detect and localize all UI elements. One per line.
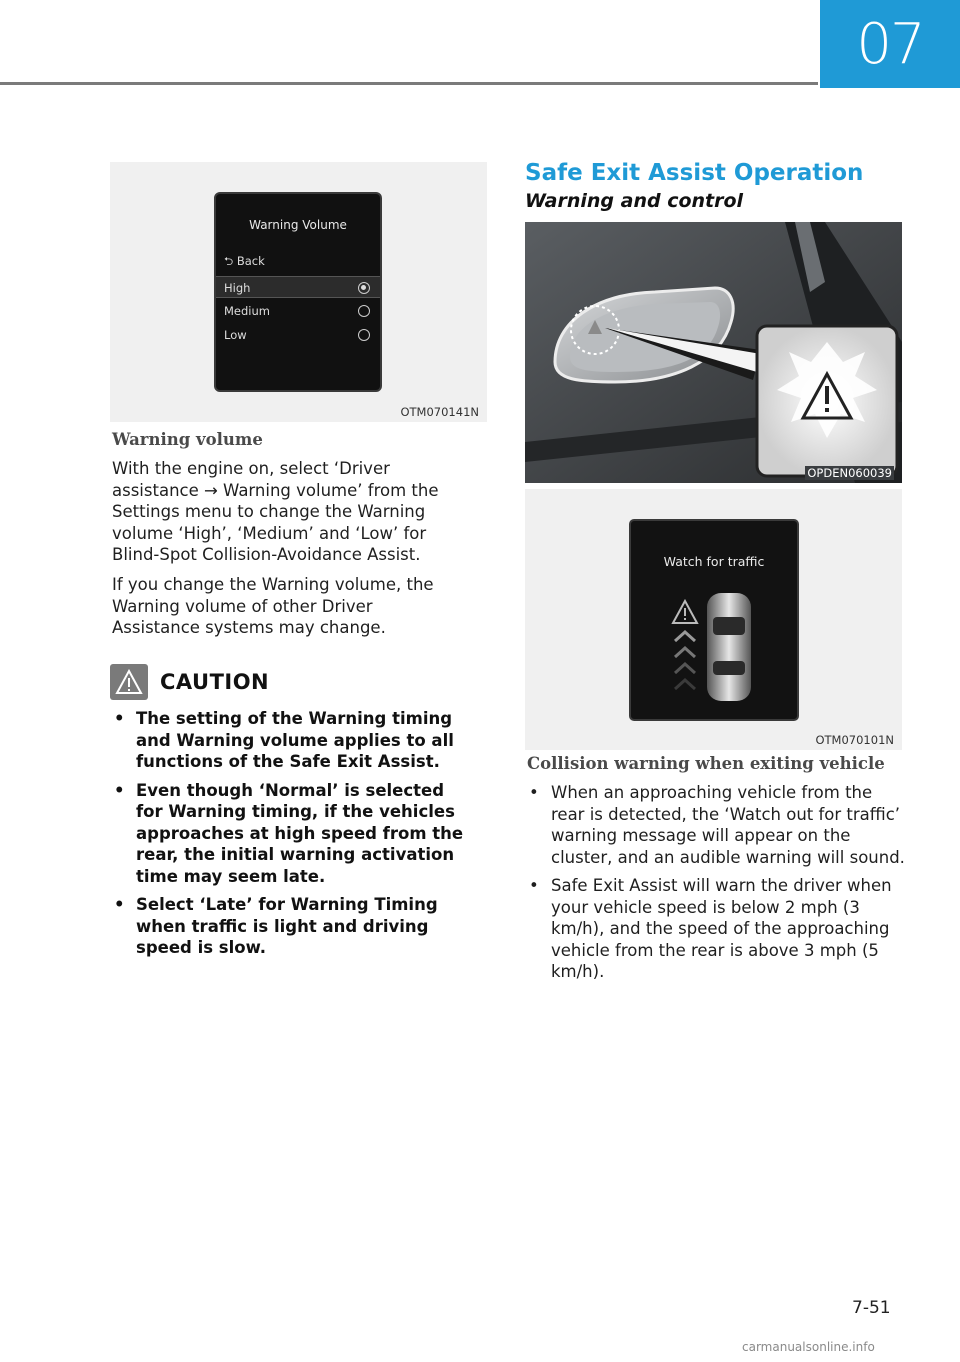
radio-empty-icon bbox=[358, 305, 370, 317]
collision-warning-heading: Collision warning when exiting vehicle bbox=[527, 754, 885, 773]
section-subheading: Warning and control bbox=[525, 190, 744, 212]
vehicle-warning-graphic bbox=[631, 521, 801, 723]
side-mirror-illustration bbox=[525, 222, 902, 483]
screen-back-item: ⮌ Back bbox=[224, 254, 265, 268]
option-medium bbox=[216, 300, 380, 322]
caution-list bbox=[112, 708, 472, 966]
chapter-tab: 07 bbox=[820, 0, 960, 88]
section-heading: Safe Exit Assist Operation bbox=[525, 160, 864, 186]
warning-volume-screen bbox=[214, 192, 382, 392]
warning-volume-figure bbox=[110, 162, 487, 422]
screen-title: Warning Volume bbox=[249, 218, 347, 232]
watermark: carmanualsonline.info bbox=[742, 1340, 875, 1354]
caution-label: CAUTION bbox=[160, 670, 270, 694]
warning-volume-para1: With the engine on, select ‘Driver assistance → Warning volume’ from the Settings menu to change the Warning volume ‘High’, ‘Medium’ and ‘Low’ for Blind-Spot Collision-Avoidance Assist. bbox=[112, 459, 439, 564]
header-rule bbox=[0, 82, 818, 85]
caution-item: • Select ‘Late’ for Warning Timing when traffic is light and driving speed is slow. bbox=[112, 894, 472, 959]
figure-code: OPDEN060039 bbox=[807, 466, 892, 480]
bullet-item: • When an approaching vehicle from the rear is detected, the ‘Watch out for traffic’ warning message will appear on the cluster, and an audible warning will sound. bbox=[527, 782, 907, 868]
cluster-screen bbox=[629, 519, 799, 721]
figure-code: OTM070101N bbox=[815, 733, 894, 747]
side-mirror-figure bbox=[525, 222, 902, 483]
page-number: 7-51 bbox=[852, 1298, 891, 1318]
option-high bbox=[216, 276, 380, 298]
figure-code: OTM070141N bbox=[400, 405, 479, 419]
caution-item: • Even though ‘Normal’ is selected for Warning timing, if the vehicles approaches at high speed from the rear, the initial warning activation time may seem late. bbox=[112, 780, 472, 888]
option-label: Low bbox=[224, 328, 247, 342]
collision-warning-list bbox=[527, 782, 907, 990]
bullet-item: • Safe Exit Assist will warn the driver when your vehicle speed is below 2 mph (3 km/h), and the speed of the approaching vehicle from the rear is above 3 mph (5 km/h). bbox=[527, 875, 907, 983]
radio-selected-icon bbox=[358, 282, 370, 294]
warning-volume-para2: If you change the Warning volume, the Warning volume of other Driver Assistance systems may change. bbox=[112, 575, 434, 637]
caution-icon bbox=[110, 664, 148, 700]
option-low bbox=[216, 324, 380, 346]
caution-item: • The setting of the Warning timing and Warning volume applies to all functions of the Safe Exit Assist. bbox=[112, 708, 472, 773]
option-label: Medium bbox=[224, 304, 270, 318]
option-label: High bbox=[224, 281, 251, 295]
screen-title: Watch for traffic bbox=[663, 554, 765, 569]
radio-empty-icon bbox=[358, 329, 370, 341]
warning-volume-heading: Warning volume bbox=[112, 430, 263, 449]
cluster-warning-figure bbox=[525, 489, 902, 750]
caution-header bbox=[110, 664, 269, 700]
